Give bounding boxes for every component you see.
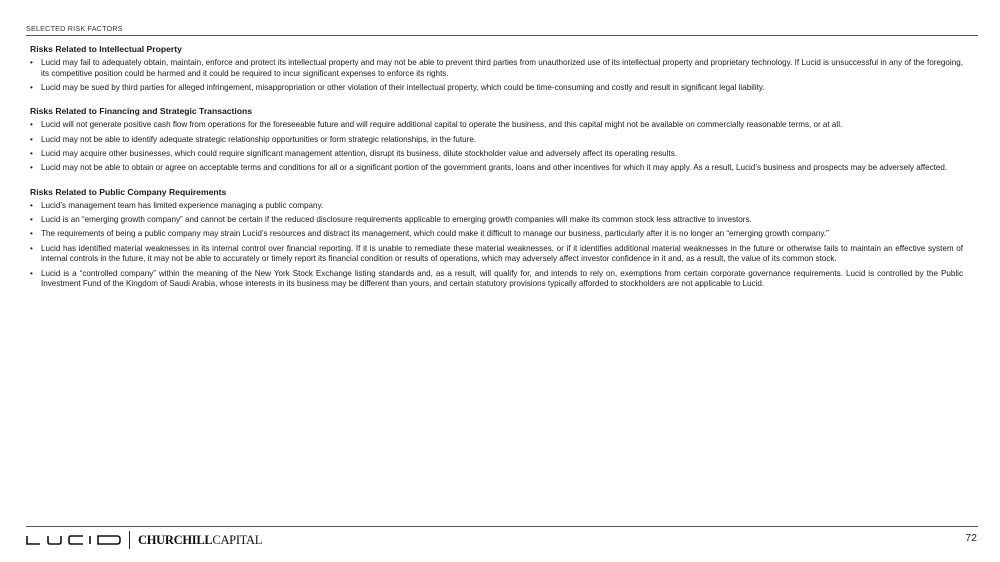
bullet-icon: • — [30, 243, 33, 253]
lucid-logo-icon — [26, 534, 122, 546]
section-public-company — [30, 187, 963, 290]
section-intellectual-property — [30, 44, 963, 93]
bullet-item: • Lucid is a “controlled company” within the meaning of the New York Stock Exchange listing standards and, as a result, will qualify for, and intends to rely on, exemptions from certain corporate governance requirements. Lucid is controlled by the Public Investment Fund of the Kingdom of Saudi Arabia, whose interests in its business may be different than yours, and certain statutory provisions typically afforded to stockholders are not applicable to Lucid. — [30, 268, 963, 289]
bullet-item: • Lucid is an “emerging growth company” and cannot be certain if the reduced disclosure requirements applicable to emerging growth companies will make its common stock less attractive to investors. — [30, 215, 752, 225]
bullet-item: • Lucid may acquire other businesses, which could require significant management attention, disrupt its business, dilute stockholder value and adversely affect its operating results. — [30, 149, 678, 159]
bullet-item: • Lucid may not be able to obtain or agree on acceptable terms and conditions for all or a significant portion of the government grants, loans and other incentives for which it may apply. As a result, Lucid’s business and prospects may be adversely affected. — [30, 163, 948, 173]
bullet-icon: • — [30, 82, 33, 92]
bullet-item: • Lucid may fail to adequately obtain, maintain, enforce and protect its intellectual property and may not be able to prevent third parties from unauthorized use of its intellectual property and proprietary technology. If Lucid is unsuccessful in any of the foregoing, its competitive position could be harmed and it could be required to incur significant expenses to enforce its rights. — [30, 58, 963, 78]
bullet-icon: • — [30, 134, 33, 144]
bullet-icon: • — [30, 58, 33, 67]
bullet-icon: • — [30, 268, 33, 278]
bullet-icon: • — [30, 215, 33, 225]
bullet-item: • Lucid may not be able to identify adequate strategic relationship opportunities or form strategic relationships, in the future. — [30, 134, 477, 144]
bullet-item: • Lucid may be sued by third parties for alleged infringement, misappropriation or other violation of their intellectual property, which could be time-consuming and costly and result in significant legal liability. — [30, 82, 765, 92]
bullet-item: • Lucid will not generate positive cash flow from operations for the foreseeable future and will require additional capital to operate the business, and this capital might not be available on commercially reasonable terms, or at all. — [30, 120, 843, 130]
bullet-list — [30, 201, 963, 290]
header-divider — [26, 35, 978, 36]
bullet-icon: • — [30, 120, 33, 130]
section-title: Risks Related to Intellectual Property — [30, 44, 182, 54]
logo-divider — [129, 531, 130, 549]
bullet-list — [30, 120, 963, 173]
bullet-icon: • — [30, 163, 33, 173]
section-title: Risks Related to Financing and Strategic Transactions — [30, 106, 253, 117]
risk-factors-content — [30, 44, 963, 303]
bullet-icon: • — [30, 149, 33, 159]
bullet-list — [30, 58, 963, 93]
bullet-icon: • — [30, 200, 33, 210]
section-financing-strategic — [30, 106, 963, 173]
footer-divider — [26, 526, 978, 527]
bullet-item: • The requirements of being a public company may strain Lucid’s resources and distract its management, which could make it difficult to manage our business, particularly after it is no longer an “emerging growth company.” — [30, 229, 829, 239]
section-header-label: SELECTED RISK FACTORS — [26, 24, 123, 33]
churchill-capital-logo: CHURCHILLCAPITAL — [138, 532, 263, 547]
bullet-icon: • — [30, 229, 33, 239]
section-title: Risks Related to Public Company Requirements — [30, 186, 227, 197]
bullet-item: • Lucid’s management team has limited experience managing a public company. — [30, 200, 324, 210]
bullet-item: • Lucid has identified material weaknesses in its internal control over financial reporting. If it is unable to remediate these material weaknesses, or if it identifies additional material weaknesses in the future or otherwise fails to maintain an effective system of internal controls in the future, it may not be able to accurately or timely report its financial condition or results of operations, which may adversely affect investor confidence in it and, as a result, the value of its common stock. — [30, 243, 963, 264]
footer-logos — [26, 530, 262, 550]
page-number: 72 — [965, 532, 977, 544]
